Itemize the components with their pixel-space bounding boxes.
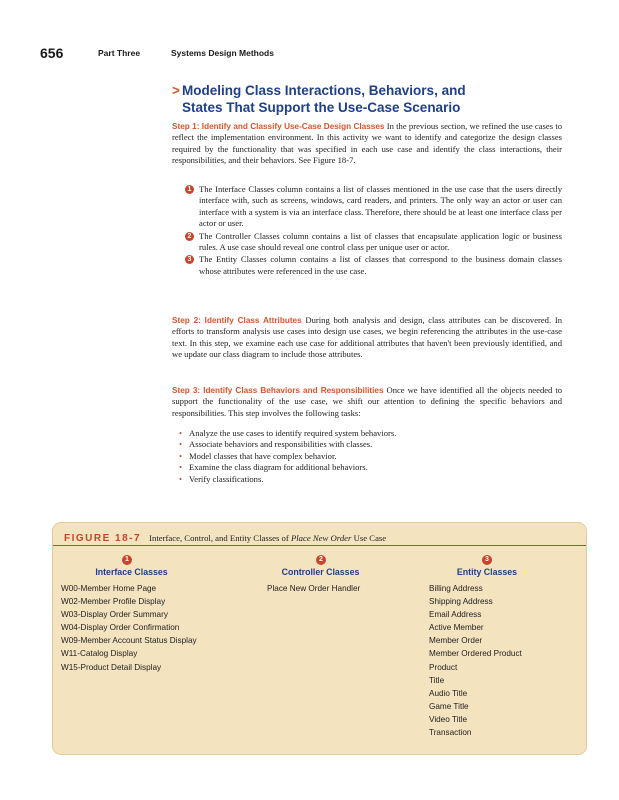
figure-divider	[53, 545, 586, 546]
list-item: Audio Title	[429, 688, 468, 698]
bullet-icon: •	[179, 428, 183, 438]
list-item: Place New Order Handler	[267, 584, 361, 593]
column-heading: Entity Classes	[456, 567, 518, 577]
caption-start: Interface, Control, and Entity Classes of	[149, 533, 289, 543]
list-item: W00-Member Home Page	[61, 584, 157, 593]
list-item: Member Order	[429, 636, 483, 646]
list-item: Email Address	[429, 610, 482, 620]
list-item	[175, 462, 555, 473]
number-2-icon: 2	[316, 555, 326, 565]
list-item: W11-Catalog Display	[61, 649, 138, 659]
step2-paragraph	[172, 315, 562, 361]
bullet-icon: •	[179, 473, 183, 484]
step3-task-list	[175, 428, 555, 485]
step3-lead: Step 3: Identify Class Behaviors and Responsibilities	[172, 386, 384, 395]
task-text: Associate behaviors and responsibilities with classes.	[189, 439, 373, 450]
entity-class-list	[429, 582, 522, 739]
list-item: Game Title	[429, 701, 469, 711]
list-item: Product	[429, 662, 458, 672]
list-item: Member Ordered Product	[429, 649, 522, 659]
number-1-icon: 1	[185, 185, 194, 194]
list-item-text: The Entity Classes column contains a list of classes that correspond to the business domain classes whose attributes were referenced in the use case.	[199, 254, 562, 276]
task-text: Examine the class diagram for additional behaviors.	[189, 462, 368, 473]
list-item: W03-Display Order Summary	[61, 610, 168, 620]
number-1-icon: 1	[122, 555, 132, 565]
part-label: Part Three	[98, 48, 141, 58]
step1-column-list	[185, 184, 562, 278]
list-item: W15-Product Detail Display	[61, 662, 162, 672]
step1-lead: Step 1: Identify and Classify Use-Case Design Classes	[172, 122, 385, 131]
heading-line-2: States That Support the Use-Case Scenario	[182, 100, 461, 115]
list-item-text: The Controller Classes column contains a list of classes that encapsulate application logic or business rules. A use case should reveal one control class per unique user or actor.	[199, 230, 562, 253]
list-item	[185, 184, 562, 230]
list-item-text: The Interface Classes column contains a list of classes mentioned in the use case that the users directly interface with, such as screens, windows, card readers, and printers. The only way an actor or user can interface with a system is via an interface class. Therefore, there should be at least one interface class per actor or user.	[199, 184, 562, 229]
list-item	[175, 428, 555, 439]
step2-text: During both analysis and design, class attributes can be discovered. In efforts to transform analysis use cases into design use cases, we begin referencing the attributes in the use-case text. In this step, we examine each use case for additional attributes that haven't been previously identified, and we update our class diagram to include those attributes.	[172, 315, 562, 360]
list-item: W09-Member Account Status Display	[61, 636, 197, 646]
page-number: 656	[40, 45, 64, 61]
step1-paragraph	[172, 121, 562, 167]
list-item: W04-Display Order Confirmation	[61, 623, 180, 633]
figure-18-7	[52, 522, 587, 755]
bullet-icon: •	[179, 462, 183, 473]
caption-use-case-name: Place New Order	[290, 533, 352, 543]
list-item	[175, 451, 555, 462]
list-item	[175, 474, 555, 485]
interface-class-list	[61, 582, 197, 674]
list-item: Shipping Address	[429, 597, 493, 607]
list-item	[185, 254, 562, 277]
list-item	[175, 439, 555, 450]
column-heading: Interface Classes	[95, 567, 168, 577]
list-item: Active Member	[429, 623, 484, 633]
bullet-icon: •	[179, 450, 183, 461]
step1-text: In the previous section, we refined the use cases to reflect the implementation environment. In this activity we want to identify and categorize the design classes required by the functionality that was specified in each use case and identify the class interactions, their responsibilities, and their behaviors. See Figure 18-7.	[172, 121, 562, 166]
step2-lead: Step 2: Identify Class Attributes	[172, 316, 302, 325]
number-2-icon: 2	[185, 232, 194, 241]
list-item: Transaction	[429, 728, 472, 738]
task-text: Analyze the use cases to identify required system behaviors.	[189, 428, 397, 438]
number-3-icon: 3	[185, 255, 194, 264]
column-heading: Controller Classes	[281, 567, 360, 577]
list-item: Title	[429, 675, 445, 685]
list-item: Video Title	[429, 714, 468, 724]
task-text: Verify classifications.	[189, 473, 264, 484]
figure-caption-text	[149, 533, 386, 543]
task-text: Model classes that have complex behavior.	[189, 450, 337, 461]
list-item: W02-Member Profile Display	[61, 597, 166, 607]
heading-arrow-icon: >	[172, 83, 180, 98]
caption-end: Use Case	[353, 533, 387, 543]
controller-class-list	[267, 582, 360, 595]
number-3-icon: 3	[482, 555, 492, 565]
heading-line-1: Modeling Class Interactions, Behaviors, and	[182, 83, 466, 98]
list-item: Billing Address	[429, 584, 483, 593]
figure-label: FIGURE 18-7	[64, 533, 142, 544]
running-head	[40, 47, 600, 61]
list-item	[185, 231, 562, 254]
figure-caption	[64, 528, 386, 542]
running-title: Systems Design Methods	[171, 48, 274, 58]
step3-text: Once we have identified all the objects needed to support the functionality of the use case, we shift our attention to defining the specific behaviors and responsibilities. This step involves the following tasks:	[172, 385, 563, 418]
bullet-icon: •	[179, 439, 183, 450]
step3-paragraph	[172, 385, 562, 419]
